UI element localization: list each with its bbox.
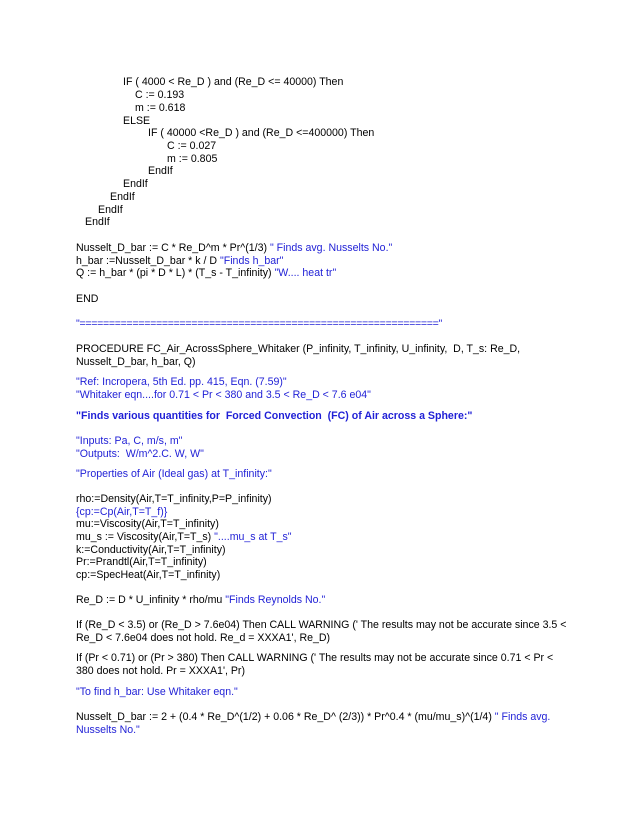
validity-comment: "Whitaker eqn....for 0.71 < Pr < 380 and 3.5 < Re_D < 7.6 e04" <box>76 389 371 401</box>
code-line-m-0805: m := 0.805 <box>167 153 218 165</box>
ref-comment: "Ref: Incropera, 5th Ed. pp. 415, Eqn. (7.59)" <box>76 376 287 388</box>
code-line-c-0193: C := 0.193 <box>135 89 185 101</box>
comment-text: "W.... heat tr" <box>274 267 337 279</box>
code-line-endif: EndIf <box>85 216 110 228</box>
code-line-mu: mu:=Viscosity(Air,T=T_infinity) <box>76 518 219 530</box>
code-text: Nusselt_D_bar := C * Re_D^m * Pr^(1/3) <box>76 242 270 254</box>
code-line-nusselt-1 <box>76 242 392 255</box>
code-text: Q := h_bar * (pi * D * L) * (T_s - T_infinity) <box>76 267 275 279</box>
code-line-k: k:=Conductivity(Air,T=T_infinity) <box>76 544 226 556</box>
code-line-warn-pr-2: 380 does not hold. Pr = XXXA1', Pr) <box>76 665 245 677</box>
separator-comment: "=============================================================" <box>76 318 443 330</box>
code-text: Re_D := D * U_infinity * rho/mu <box>76 594 226 606</box>
code-line-if-4000: IF ( 4000 < Re_D ) and (Re_D <= 40000) Then <box>123 76 344 88</box>
code-line-end: END <box>76 293 99 305</box>
code-line-warn-pr-1: If (Pr < 0.71) or (Pr > 380) Then CALL WARNING (' The results may not be accurate since 0.71 < Pr < <box>76 652 554 664</box>
code-line-endif: EndIf <box>110 191 135 203</box>
code-line-m-0618: m := 0.618 <box>135 102 186 114</box>
code-line-nusselt-2-cont: Nusselts No." <box>76 724 140 736</box>
code-line-else: ELSE <box>123 115 151 127</box>
code-text: h_bar :=Nusselt_D_bar * k / D <box>76 255 220 267</box>
code-line-q-1 <box>76 267 336 280</box>
comment-text: " Finds avg. <box>494 711 551 723</box>
code-line-warn-re-1: If (Re_D < 3.5) or (Re_D > 7.6e04) Then CALL WARNING (' The results may not be accurate since 3.5 < <box>76 619 567 631</box>
to-find-comment: "To find h_bar: Use Whitaker eqn." <box>76 686 238 698</box>
code-text: mu_s := Viscosity(Air,T=T_s) <box>76 531 215 543</box>
code-line-re <box>76 594 325 607</box>
code-line-endif: EndIf <box>98 204 123 216</box>
code-line-endif: EndIf <box>123 178 148 190</box>
code-line-pr: Pr:=Prandtl(Air,T=T_infinity) <box>76 556 207 568</box>
comment-text: "Finds Reynolds No." <box>225 594 326 606</box>
code-line-c-0027: C := 0.027 <box>167 140 217 152</box>
properties-comment: "Properties of Air (Ideal gas) at T_infinity:" <box>76 468 272 480</box>
code-line-warn-re-2: Re_D < 7.6e04 does not hold. Re_d = XXXA1', Re_D) <box>76 632 331 644</box>
outputs-comment: "Outputs: W/m^2.C. W, W" <box>76 448 204 460</box>
procedure-line-1: PROCEDURE FC_Air_AcrossSphere_Whitaker (P_infinity, T_infinity, U_infinity, D, T_s: Re_D, <box>76 343 521 355</box>
code-line-endif: EndIf <box>148 165 173 177</box>
comment-text: "Finds h_bar" <box>219 255 284 267</box>
code-text: Nusselt_D_bar := 2 + (0.4 * Re_D^(1/2) + 0.06 * Re_D^ (2/3)) * Pr^0.4 * (mu/mu_s)^(1/4) <box>76 711 495 723</box>
code-line-mu-s <box>76 531 292 544</box>
procedure-line-2: Nusselt_D_bar, h_bar, Q) <box>76 356 196 368</box>
code-line-cp: cp:=SpecHeat(Air,T=T_infinity) <box>76 569 221 581</box>
code-line-rho: rho:=Density(Air,T=T_infinity,P=P_infinity) <box>76 493 272 505</box>
comment-text: "....mu_s at T_s" <box>214 531 292 543</box>
code-line-nusselt-2 <box>76 711 550 724</box>
code-line-cp-f: {cp:=Cp(Air,T=T_f)} <box>76 506 168 518</box>
code-line-if-40000: IF ( 40000 <Re_D ) and (Re_D <=400000) Then <box>148 127 375 139</box>
title-comment: "Finds various quantities for Forced Convection (FC) of Air across a Sphere:" <box>76 410 473 422</box>
comment-text: " Finds avg. Nusselts No." <box>269 242 393 254</box>
inputs-comment: "Inputs: Pa, C, m/s, m" <box>76 435 183 447</box>
